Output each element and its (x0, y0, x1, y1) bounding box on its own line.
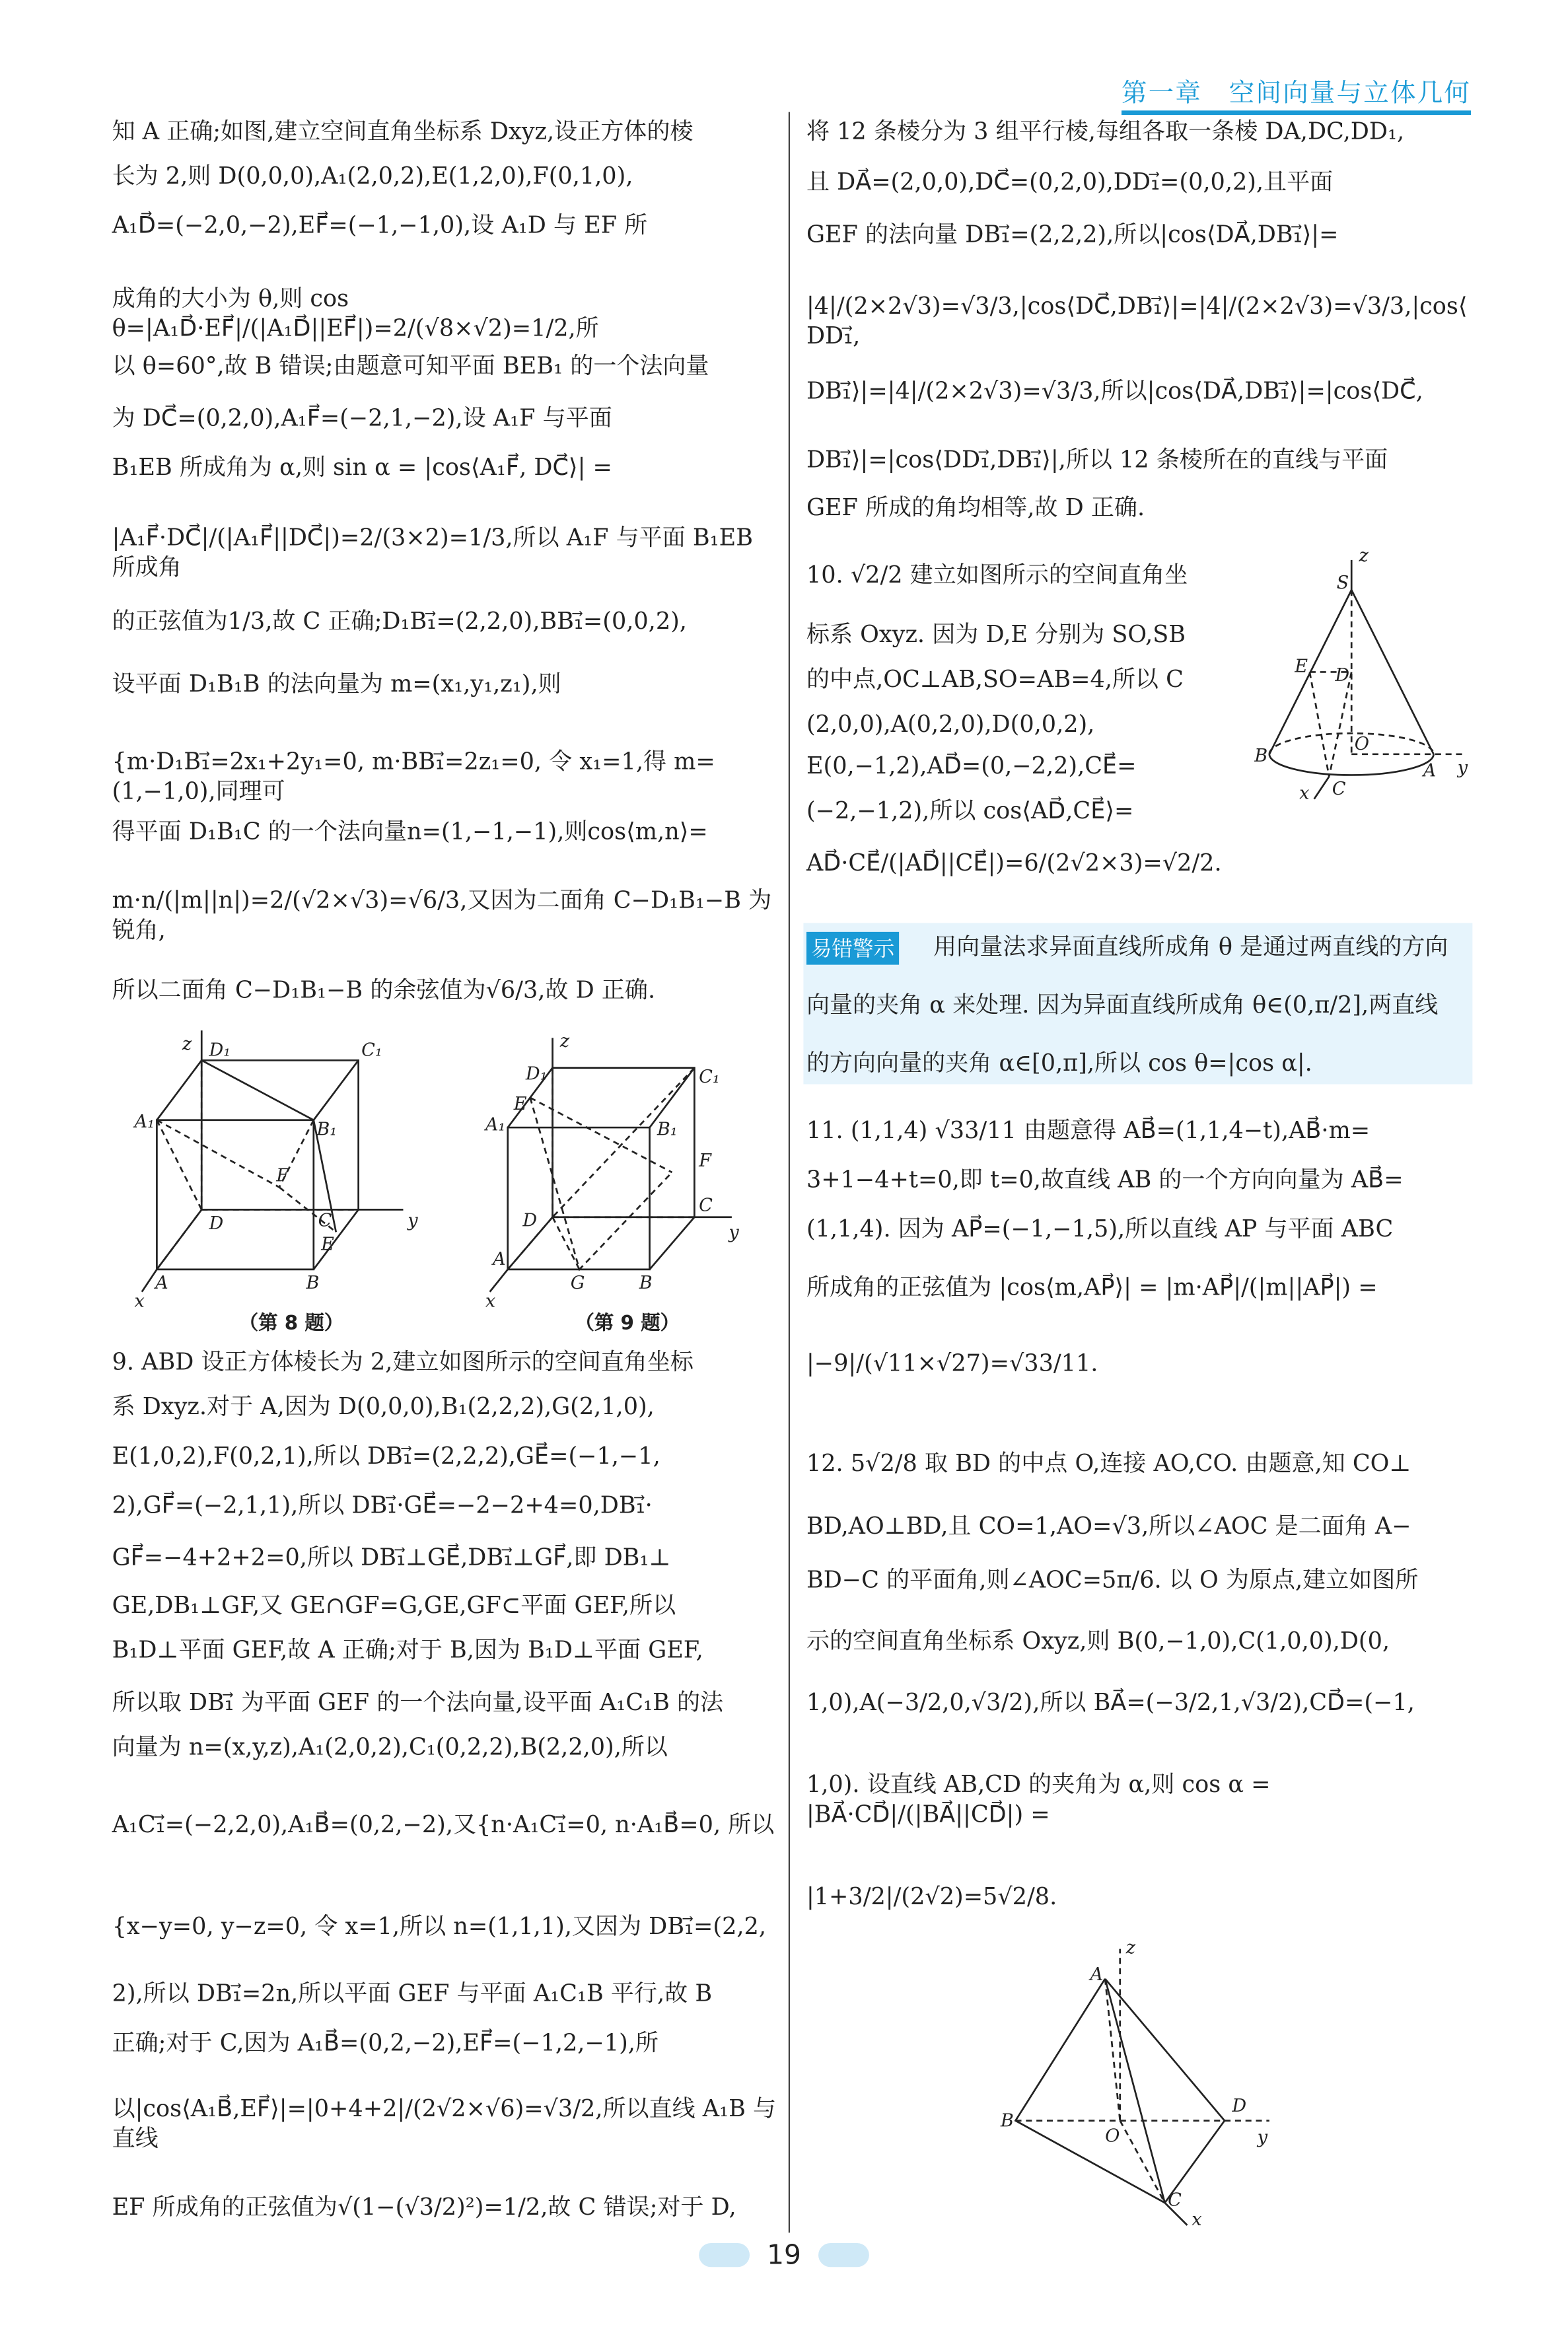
protractor-icon (699, 2243, 750, 2267)
figure-cube-q8 (134, 1034, 433, 1312)
text-line: GE,DB₁⊥GF,又 GE∩GF=G,GE,GF⊂平面 GEF,所以 (112, 1592, 676, 1619)
figure-point-label: y (1257, 2127, 1268, 2148)
figure-cube-q9 (478, 1030, 777, 1312)
text-line: {x−y=0, y−z=0, 令 x=1,所以 n=(1,1,1),又因为 DB₁⃗=(2,2, (112, 1913, 766, 1941)
text-line: 成角的大小为 θ,则 cos θ=|A₁D⃗·EF⃗|/(|A₁D⃗||EF⃗|)=2/(√8×√2)=1/2,所 (112, 285, 599, 342)
text-line: 且 DA⃗=(2,0,0),DC⃗=(0,2,0),DD₁⃗=(0,0,2),且平面 (806, 168, 1334, 196)
figure-point-label: A (155, 1273, 168, 1294)
figure-point-label: B₁ (316, 1119, 338, 1140)
figure-point-label: C (318, 1210, 332, 1231)
figure-point-label: z (182, 1034, 192, 1055)
text-line: 的中点,OC⊥AB,SO=AB=4,所以 C (806, 666, 1184, 694)
figure-point-label: O (1105, 2126, 1120, 2147)
figure-point-label: y (408, 1210, 418, 1231)
text-line: 用向量法求异面直线所成角 θ 是通过两直线的方向 (933, 933, 1448, 960)
text-line: GEF 所成的角均相等,故 D 正确. (806, 494, 1145, 522)
figure-point-label: x (1299, 783, 1310, 804)
text-line: 2),所以 DB₁⃗=2n,所以平面 GEF 与平面 A₁C₁B 平行,故 B (112, 1980, 713, 2007)
figure-tetrahedron-q12 (1000, 1937, 1299, 2230)
text-line: DB₁⃗⟩|=|4|/(2×2√3)=√3/3,所以|cos⟨DA⃗,DB₁⃗⟩|=|cos⟨DC⃗, (806, 378, 1423, 405)
figure-point-label: D₁ (209, 1040, 231, 1061)
figure-point-label: S (1336, 572, 1349, 593)
text-line: BD,AO⊥BD,且 CO=1,AO=√3,所以∠AOC 是二面角 A− (806, 1513, 1411, 1540)
figure-point-label: B (639, 1273, 653, 1294)
text-line: 所以二面角 C−D₁B₁−B 的余弦值为√6/3,故 D 正确. (112, 976, 656, 1004)
figure-8-caption: （第 8 题） (238, 1312, 344, 1336)
text-line: (−2,−1,2),所以 cos⟨AD⃗,CE⃗⟩= (806, 797, 1134, 825)
text-line: 所成角的正弦值为 |cos⟨m,AP⃗⟩| = |m·AP⃗|/(|m||AP⃗|) = (806, 1273, 1378, 1301)
figure-point-label: F (699, 1150, 711, 1171)
figure-point-label: C₁ (699, 1067, 720, 1088)
page-number: 19 (767, 2240, 801, 2271)
figure-point-label: O (1354, 734, 1369, 755)
text-line: 1,0). 设直线 AB,CD 的夹角为 α,则 cos α = |BA⃗·CD⃗|/(|BA⃗||CD⃗|) = (806, 1771, 1271, 1828)
text-line: DB₁⃗⟩|=|cos⟨DD₁⃗,DB₁⃗⟩|,所以 12 条棱所在的直线与平面 (806, 447, 1388, 474)
text-line: AD⃗·CE⃗/(|AD⃗||CE⃗|)=6/(2√2×3)=√2/2. (806, 849, 1222, 877)
text-line: A₁D⃗=(−2,0,−2),EF⃗=(−1,−1,0),设 A₁D 与 EF 所 (112, 212, 648, 239)
figure-point-label: B₁ (657, 1119, 678, 1140)
figure-point-label: A (1423, 760, 1437, 781)
column-divider (789, 112, 790, 2233)
figure-point-label: x (134, 1291, 145, 1312)
text-line: 标系 Oxyz. 因为 D,E 分别为 SO,SB (806, 621, 1186, 649)
figure-point-label: z (1125, 1937, 1136, 1958)
figure-point-label: D₁ (525, 1063, 548, 1085)
figure-point-label: z (559, 1030, 570, 1052)
figure-point-label: z (1359, 546, 1369, 567)
text-line: 向量为 n=(x,y,z),A₁(2,0,2),C₁(0,2,2),B(2,2,0),所以 (112, 1734, 668, 1761)
figure-point-label: D (522, 1210, 538, 1231)
text-line: |A₁F⃗·DC⃗|/(|A₁F⃗||DC⃗|)=2/(3×2)=1/3,所以 A₁F 与平面 B₁EB 所成角 (112, 524, 754, 581)
text-line: 知 A 正确;如图,建立空间直角坐标系 Dxyz,设正方体的棱 (112, 118, 694, 145)
text-line: 得平面 D₁B₁C 的一个法向量n=(1,−1,−1),则cos⟨m,n⟩= (112, 818, 708, 845)
text-line: E(1,0,2),F(0,2,1),所以 DB₁⃗=(2,2,2),GE⃗=(−1,−1, (112, 1443, 660, 1470)
text-line: 3+1−4+t=0,即 t=0,故直线 AB 的一个方向向量为 AB⃗= (806, 1166, 1404, 1194)
text-line: 9. ABD 设正方体棱长为 2,建立如图所示的空间直角坐标 (112, 1348, 694, 1376)
text-line: |4|/(2×2√3)=√3/3,|cos⟨DC⃗,DB₁⃗⟩|=|4|/(2×2√3)=√3/3,|cos⟨DD₁⃗, (806, 293, 1468, 350)
text-line: m·n/(|m||n|)=2/(√2×√3)=√6/3,又因为二面角 C−D₁B₁−B 为锐角, (112, 887, 772, 944)
text-line: GF⃗=−4+2+2=0,所以 DB₁⃗⊥GE⃗,DB₁⃗⊥GF⃗,即 DB₁⊥ (112, 1544, 671, 1571)
text-line: 正确;对于 C,因为 A₁B⃗=(0,2,−2),EF⃗=(−1,2,−1),所 (112, 2029, 659, 2057)
text-line: (1,1,4). 因为 AP⃗=(−1,−1,5),所以直线 AP 与平面 ABC (806, 1215, 1394, 1243)
figure-cone-q10 (1254, 546, 1478, 806)
figure-point-label: C (699, 1195, 713, 1216)
figure-point-label: D (209, 1213, 224, 1234)
triangle-ruler-icon (818, 2243, 869, 2267)
chapter-header: 第一章 空间向量与立体几何 (1122, 72, 1471, 116)
text-line: 为 DC⃗=(0,2,0),A₁F⃗=(−2,1,−2),设 A₁F 与平面 (112, 404, 612, 432)
text-line: 11. (1,1,4) √33/11 由题意得 AB⃗=(1,1,4−t),AB⃗·m= (806, 1117, 1371, 1144)
figure-point-label: A₁ (134, 1112, 155, 1133)
text-line: 向量的夹角 α 来处理. 因为异面直线所成角 θ∈(0,π/2],两直线 (806, 991, 1439, 1019)
text-line: 设平面 D₁B₁B 的法向量为 m=(x₁,y₁,z₁),则 (112, 670, 561, 698)
figure-point-label: B (306, 1273, 320, 1294)
figure-point-label: E (321, 1234, 334, 1255)
figure-point-label: F (276, 1165, 289, 1186)
text-line: 所以取 DB₁⃗ 为平面 GEF 的一个法向量,设平面 A₁C₁B 的法 (112, 1689, 724, 1716)
text-line: 系 Dxyz.对于 A,因为 D(0,0,0),B₁(2,2,2),G(2,1,0), (112, 1393, 655, 1421)
figure-point-label: G (570, 1273, 585, 1294)
figure-point-label: x (485, 1291, 496, 1312)
text-line: 示的空间直角坐标系 Oxyz,则 B(0,−1,0),C(1,0,0),D(0, (806, 1628, 1390, 1655)
text-line: |−9|/(√11×√27)=√33/11. (806, 1349, 1098, 1377)
text-line: 12. 5√2/8 取 BD 的中点 O,连接 AO,CO. 由题意,知 CO⊥ (806, 1450, 1411, 1478)
figure-point-label: A (493, 1249, 506, 1270)
figure-point-label: E (1295, 656, 1308, 677)
figure-point-label: C (1168, 2190, 1182, 2211)
figure-point-label: E (513, 1093, 527, 1114)
figure-point-label: A₁ (485, 1114, 506, 1135)
text-line: {m·D₁B₁⃗=2x₁+2y₁=0, m·BB₁⃗=2z₁=0, 令 x₁=1,得 m=(1,−1,0),同理可 (112, 748, 715, 805)
text-line: 以|cos⟨A₁B⃗,EF⃗⟩|=|0+4+2|/(2√2×√6)=√3/2,所以直线 A₁B 与直线 (112, 2095, 777, 2153)
figure-point-label: x (1192, 2209, 1202, 2230)
text-line: 的方向向量的夹角 α∈[0,π],所以 cos θ=|cos α|. (806, 1050, 1312, 1077)
text-line: BD−C 的平面角,则∠AOC=5π/6. 以 O 为原点,建立如图所 (806, 1566, 1419, 1594)
text-line: EF 所成角的正弦值为√(1−(√3/2)²)=1/2,故 C 错误;对于 D, (112, 2194, 736, 2221)
figure-point-label: C (1332, 778, 1346, 799)
figure-point-label: D (1335, 665, 1350, 686)
text-line: 以 θ=60°,故 B 错误;由题意可知平面 BEB₁ 的一个法向量 (112, 352, 709, 380)
text-line: A₁C₁⃗=(−2,2,0),A₁B⃗=(0,2,−2),又{n·A₁C₁⃗=0, n·A₁B⃗=0, 所以 (112, 1811, 775, 1839)
text-line: B₁D⊥平面 GEF,故 A 正确;对于 B,因为 B₁D⊥平面 GEF, (112, 1637, 703, 1664)
text-line: 10. √2/2 建立如图所示的空间直角坐 (806, 561, 1188, 589)
figure-point-label: D (1232, 2096, 1247, 2117)
figure-point-label: B (1254, 746, 1268, 767)
text-line: E(0,−1,2),AD⃗=(0,−2,2),CE⃗= (806, 752, 1137, 780)
text-line: 长为 2,则 D(0,0,0),A₁(2,0,2),E(1,2,0),F(0,1,0), (112, 162, 633, 190)
text-line: 1,0),A(−3/2,0,√3/2),所以 BA⃗=(−3/2,1,√3/2),CD⃗=(−1, (806, 1689, 1415, 1716)
text-line: 2),GF⃗=(−2,1,1),所以 DB₁⃗·GE⃗=−2−2+4=0,DB₁⃗· (112, 1491, 653, 1519)
error-warning-badge: 易错警示 (806, 932, 899, 965)
text-line: (2,0,0),A(0,2,0),D(0,0,2), (806, 711, 1095, 738)
text-line: 将 12 条棱分为 3 组平行棱,每组各取一条棱 DA,DC,DD₁, (806, 118, 1405, 145)
text-line: B₁EB 所成角为 α,则 sin α = |cos⟨A₁F⃗, DC⃗⟩| = (112, 454, 612, 482)
figure-9-caption: （第 9 题） (575, 1312, 680, 1336)
figure-point-label: A (1090, 1964, 1104, 1985)
figure-point-label: y (729, 1222, 739, 1243)
figure-point-label: B (1000, 2110, 1014, 2131)
text-line: 的正弦值为1/3,故 C 正确;D₁B₁⃗=(2,2,0),BB₁⃗=(0,0,2), (112, 608, 687, 635)
text-line: GEF 的法向量 DB₁⃗=(2,2,2),所以|cos⟨DA⃗,DB₁⃗⟩|= (806, 221, 1339, 248)
figure-point-label: C₁ (361, 1040, 382, 1061)
text-line: |1+3/2|/(2√2)=5√2/8. (806, 1883, 1057, 1910)
figure-point-label: y (1457, 758, 1468, 779)
